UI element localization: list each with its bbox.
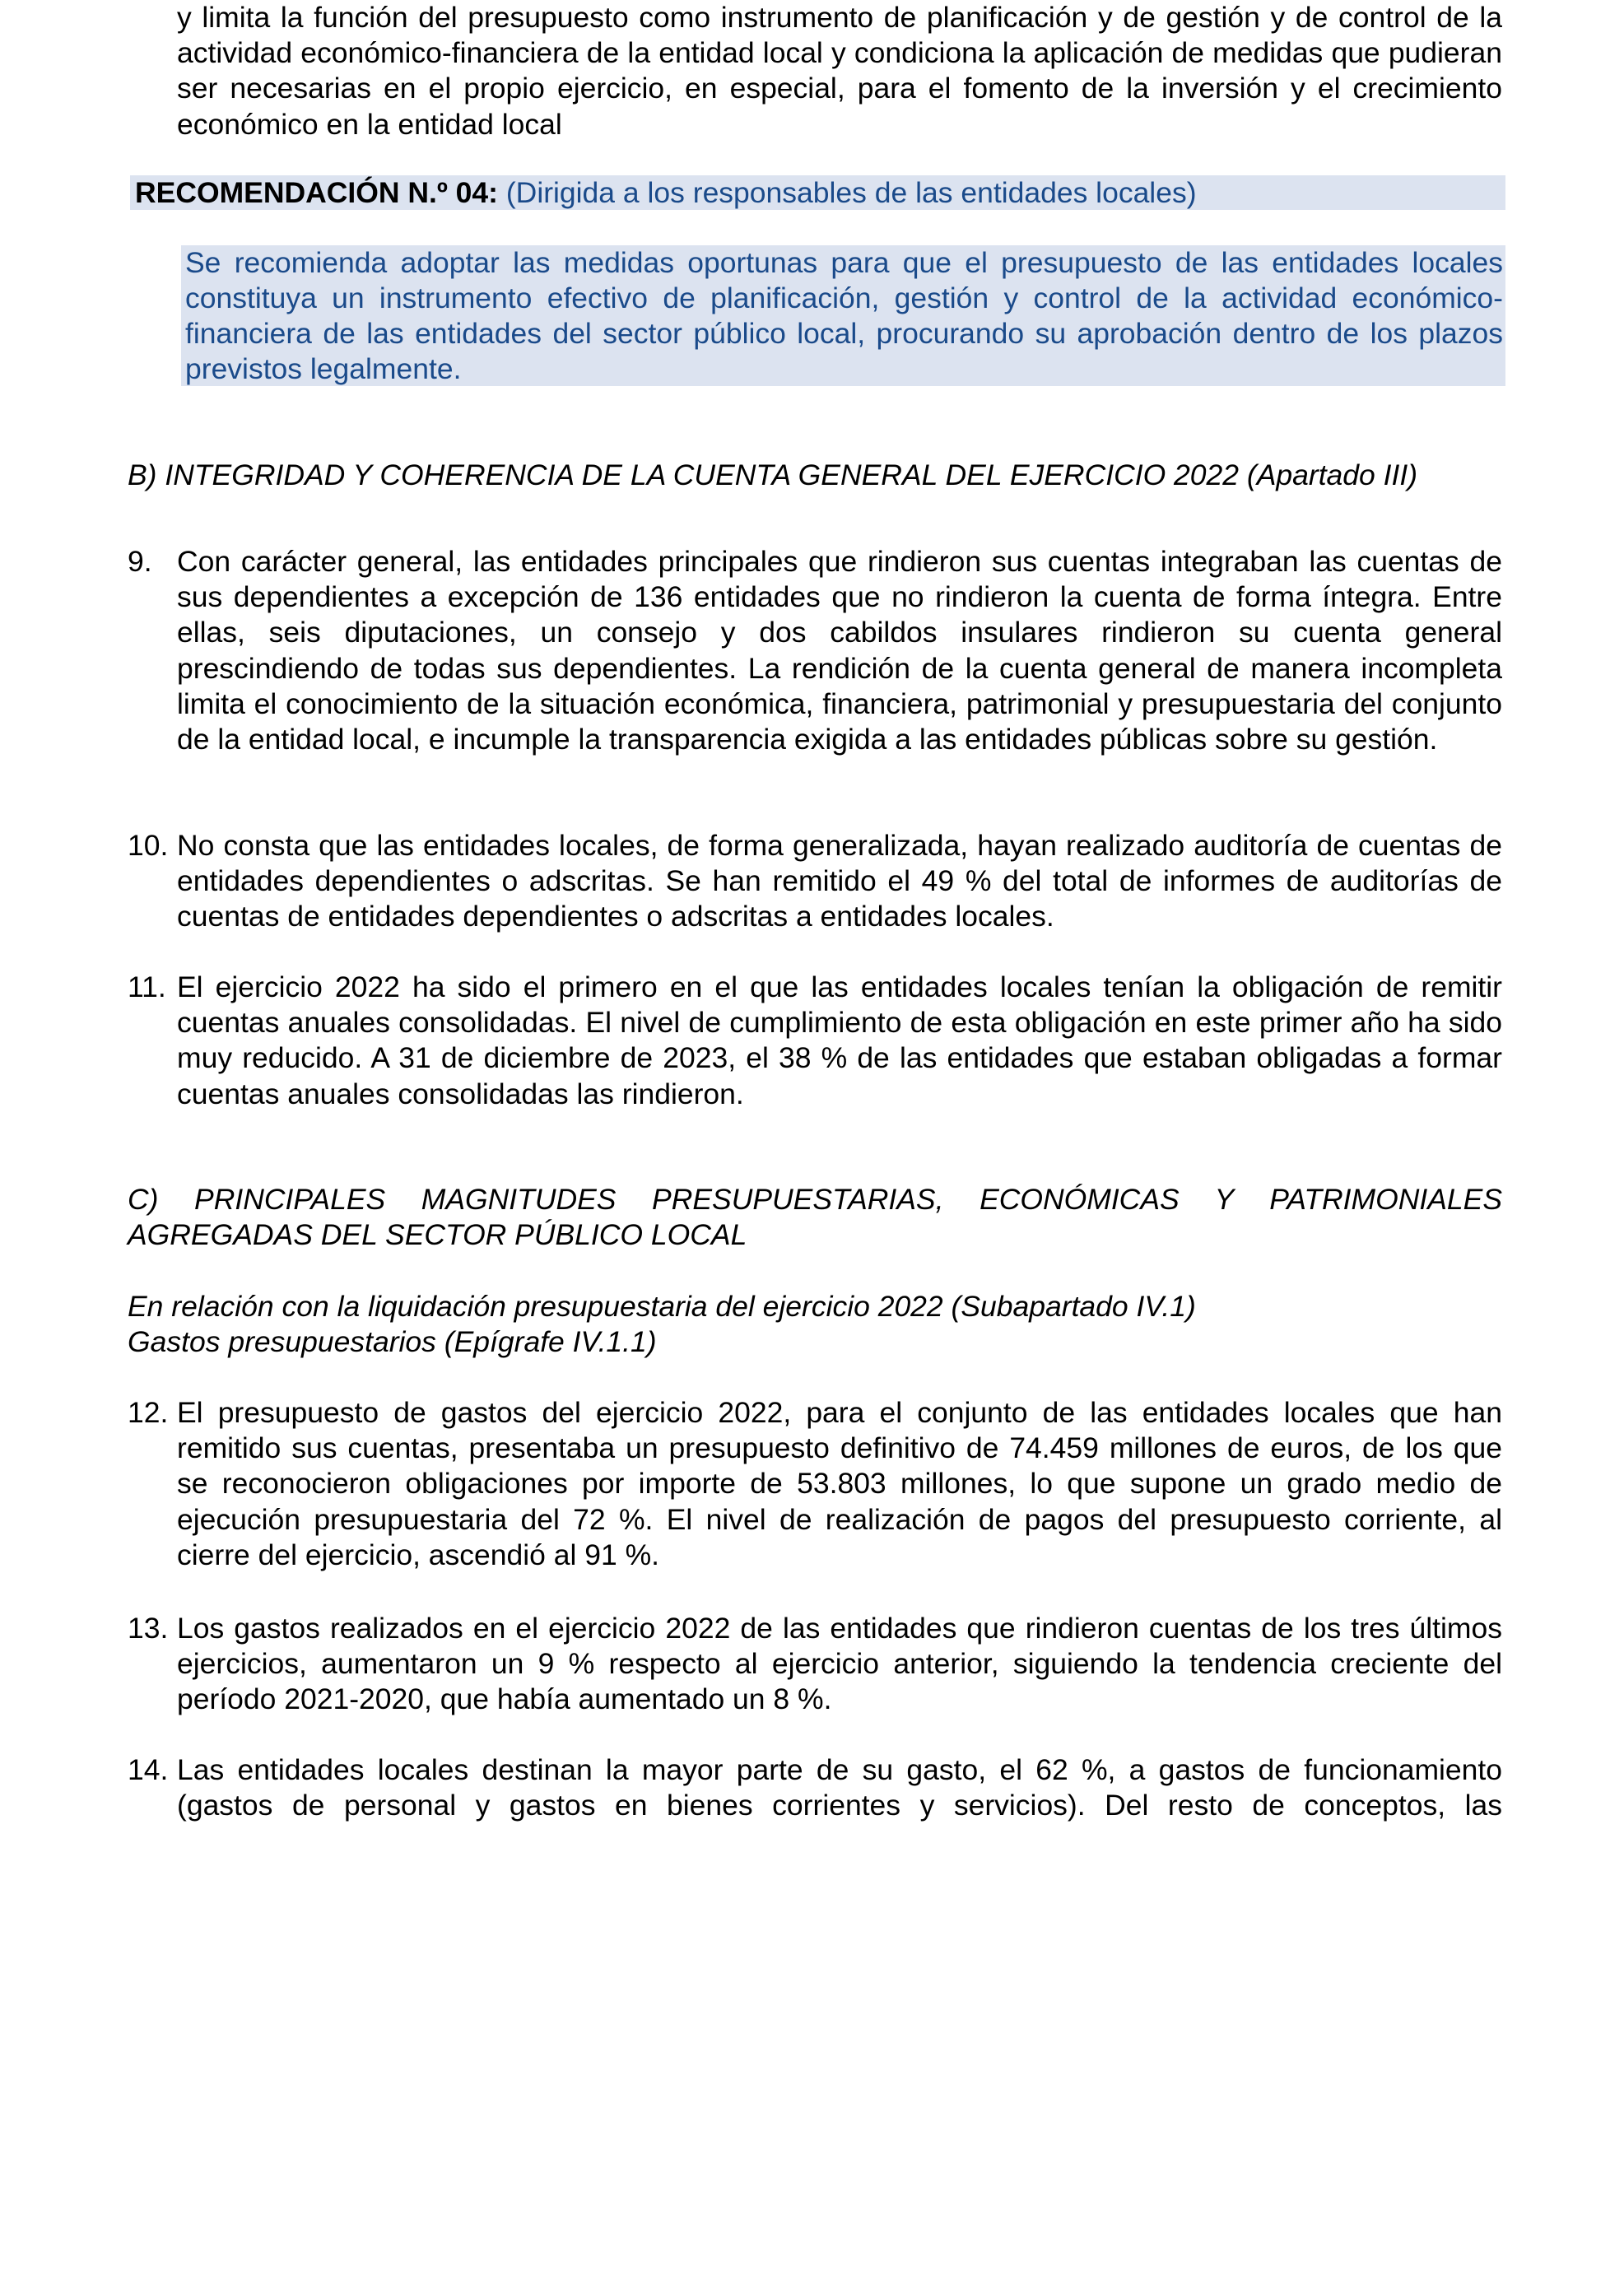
item-number: 9. [128, 545, 152, 578]
item-text: El ejercicio 2022 ha sido el primero en el que las entidades locales tenían la obligación de remitir cuentas anuales consolidadas. El nivel de cumplimiento de esta obligación en este primer año ha sido muy reducido. A 31 de diciembre de 2023, el 38 % de las entidades que estaban obligadas a formar cuentas anuales consolidadas las rindieron. [177, 970, 1502, 1110]
intro-paragraph: y limita la función del presupuesto como instrumento de planificación y de gestión y de control de la actividad económico-financiera de la entidad local y condiciona la aplicación de medidas que pudieran ser necesarias en el propio ejercicio, en especial, para el fomento de la inversión y el crecimiento económico en la entidad local [177, 1, 1502, 141]
item-number: 13. [128, 1612, 169, 1645]
list-item [128, 970, 1502, 1112]
recommendation-addressee: (Dirigida a los responsables de las entidades locales) [505, 176, 1197, 209]
item-number: 14. [128, 1753, 169, 1786]
section-c-subheading: En relación con la liquidación presupuestaria del ejercicio 2022 (Subapartado IV.1) [128, 1290, 1196, 1323]
item-text: Las entidades locales destinan la mayor parte de su gasto, el 62 %, a gastos de funcionamiento (gastos de personal y gastos en bienes corrientes y servicios). Del resto de conceptos, las [177, 1753, 1502, 1822]
list-item [128, 1395, 1502, 1573]
item-text: Los gastos realizados en el ejercicio 2022 de las entidades que rindieron cuentas de los tres últimos ejercicios, aumentaron un 9 % respecto al ejercicio anterior, siguiendo la tendencia creciente del período 2021-2020, que había aumentado un 8 %. [177, 1612, 1502, 1716]
section-c-subheading: Gastos presupuestarios (Epígrafe IV.1.1) [128, 1325, 657, 1358]
item-text: Con carácter general, las entidades principales que rindieron sus cuentas integraban las cuentas de sus dependientes a excepción de 136 entidades que no rindieron la cuenta de forma íntegra. Entre ellas, seis diputaciones, un consejo y dos cabildos insulares rindieron su cuenta general prescindiendo de todas sus dependientes. La rendición de la cuenta general de manera incompleta limita el conocimiento de la situación económica, financiera, patrimonial y presupuestaria del conjunto de la entidad local, e incumple la transparencia exigida a las entidades públicas sobre su gestión. [177, 545, 1502, 756]
item-number: 12. [128, 1396, 169, 1429]
item-text: No consta que las entidades locales, de forma generalizada, hayan realizado auditoría de cuentas de entidades dependientes o adscritas. Se han remitido el 49 % del total de informes de auditorías de cuentas de entidades dependientes o adscritas a entidades locales. [177, 829, 1502, 933]
list-item [128, 828, 1502, 935]
list-item [128, 544, 1502, 757]
section-c-heading: C) PRINCIPALES MAGNITUDES PRESUPUESTARIAS, ECONÓMICAS Y PATRIMONIALES AGREGADAS DEL SECTOR PÚBLICO LOCAL [128, 1183, 1502, 1252]
section-b-heading: B) INTEGRIDAD Y COHERENCIA DE LA CUENTA GENERAL DEL EJERCICIO 2022 (Apartado III) [128, 458, 1418, 491]
item-text: El presupuesto de gastos del ejercicio 2022, para el conjunto de las entidades locales que han remitido sus cuentas, presentaba un presupuesto definitivo de 74.459 millones de euros, de los que se reconocieron obligaciones por importe de 53.803 millones, lo que supone un grado medio de ejecución presupuestaria del 72 %. El nivel de realización de pagos del presupuesto corriente, al cierre del ejercicio, ascendió al 91 %. [177, 1396, 1502, 1571]
recommendation-label: RECOMENDACIÓN N.º 04: [135, 176, 498, 209]
item-number: 11. [128, 970, 166, 1003]
recommendation-header [130, 175, 1505, 210]
item-number: 10. [128, 829, 169, 862]
recommendation-text: Se recomienda adoptar las medidas oportunas para que el presupuesto de las entidades locales constituya un instrumento efectivo de planificación, gestión y control de la actividad económico-financiera de las entidades del sector público local, procurando su aprobación dentro de los plazos previstos legalmente. [181, 245, 1505, 386]
list-item [128, 1611, 1502, 1718]
list-item [128, 1752, 1502, 1823]
